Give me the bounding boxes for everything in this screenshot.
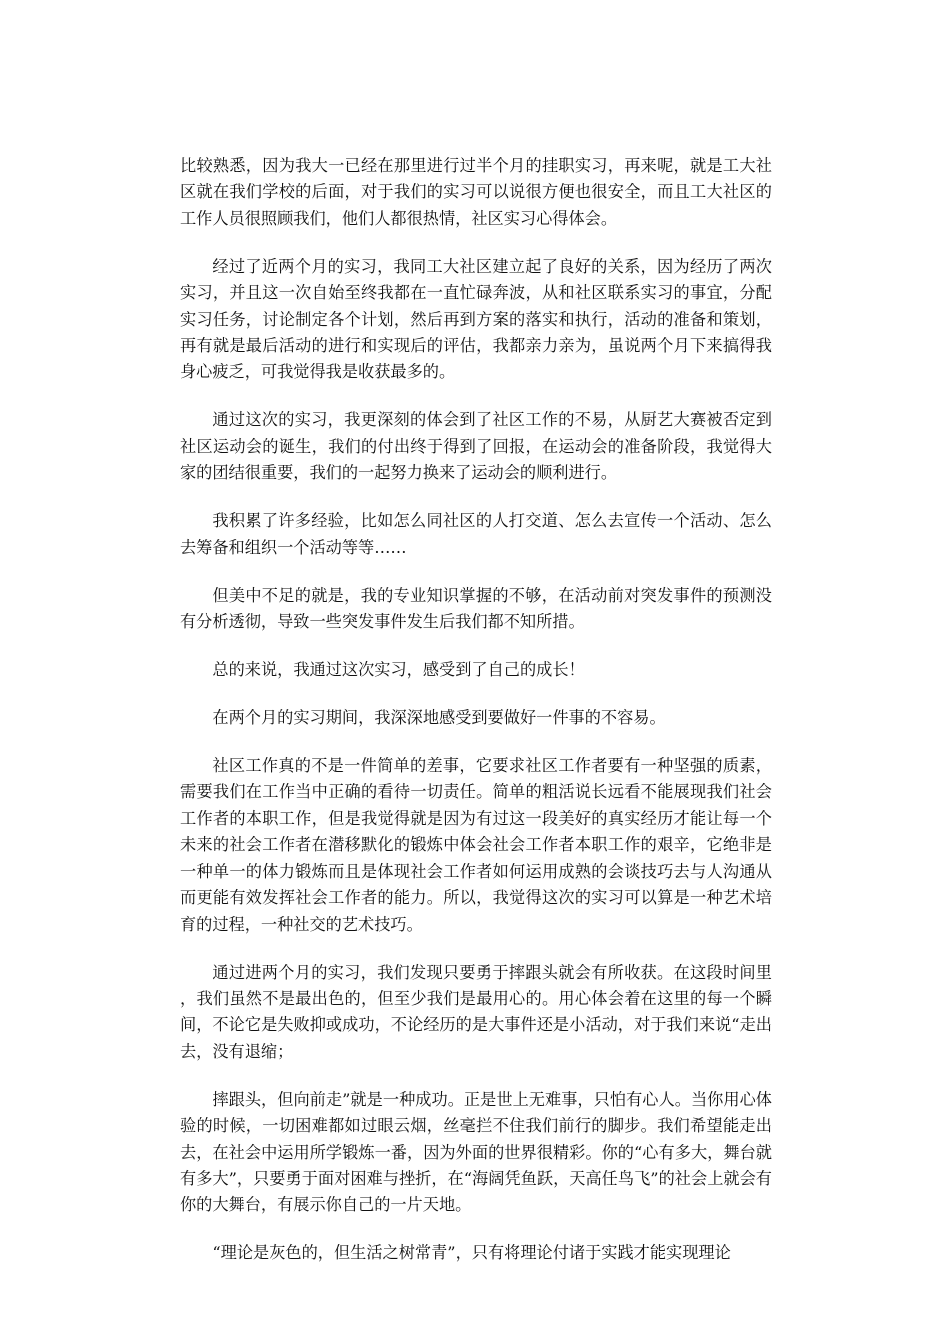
paragraph-8: 社区工作真的不是一件简单的差事，它要求社区工作者要有一种坚强的质素，需要我们在工作当中正确的看待一切责任。简单的粗活说长远看不能展现我们社会工作者的本职工作，但是我觉得就是因为有过这一段美好的真实经历才能让每一个未来的社会工作者在潜移默化的锻炼中体会社会工作者本职工作的艰辛，它绝非是一种单一的体力锻炼而且是体现社会工作者如何运用成熟的会谈技巧去与人沟通从而更能有效发挥社会工作者的能力。所以，我觉得这次的实习可以算是一种艺术培育的过程，一种社交的艺术技巧。 [180,756,772,934]
paragraph-3: 通过这次的实习，我更深刻的体会到了社区工作的不易，从厨艺大赛被否定到社区运动会的诞生，我们的付出终于得到了回报，在运动会的准备阶段，我觉得大家的团结很重要，我们的一起努力换来了运动会的顺利进行。 [180,410,772,483]
document-page [180,153,772,1288]
paragraph-4: 我积累了许多经验，比如怎么同社区的人打交道、怎么去宣传一个活动、怎么去筹备和组织一个活动等等…… [180,511,772,557]
paragraph-11: “理论是灰色的，但生活之树常青”，只有将理论付诸于实践才能实现理论 [212,1243,731,1263]
paragraph-7: 在两个月的实习期间，我深深地感受到要做好一件事的不容易。 [212,708,666,728]
paragraph-9: 通过进两个月的实习，我们发现只要勇于摔跟头就会有所收获。在这段时间里，我们虽然不是最出色的，但至少我们是最用心的。用心体会着在这里的每一个瞬间，不论它是失败抑或成功，不论经历的是大事件还是小活动，对于我们来说“走出去，没有退缩； [180,962,772,1061]
paragraph-6: 总的来说，我通过这次实习，感受到了自己的成长！ [212,660,585,680]
paragraph-10: 摔跟头，但向前走”就是一种成功。正是世上无难事，只怕有心人。当你用心体验的时候，一切困难都如过眼云烟，丝毫拦不住我们前行的脚步。我们希望能走出去，在社会中运用所学锻炼一番，因为外面的世界很精彩。你的“心有多大，舞台就有多大”，只要勇于面对困难与挫折，在“海阔凭鱼跃，天高任鸟飞”的社会上就会有你的大舞台，有展示你自己的一片天地。 [180,1089,772,1215]
paragraph-5: 但美中不足的就是，我的专业知识掌握的不够，在活动前对突发事件的预测没有分析透彻，导致一些突发事件发生后我们都不知所措。 [180,585,772,632]
paragraph-1: 比较熟悉，因为我大一已经在那里进行过半个月的挂职实习，再来呢，就是工大社区就在我们学校的后面，对于我们的实习可以说很方便也很安全，而且工大社区的工作人员很照顾我们，他们人都很热情，社区实习心得体会。 [180,156,772,228]
paragraph-2: 经过了近两个月的实习，我同工大社区建立起了良好的关系，因为经历了两次实习，并且这一次自始至终我都在一直忙碌奔波，从和社区联系实习的事宜，分配实习任务，讨论制定各个计划，然后再到方案的落实和执行，活动的准备和策划，再有就是最后活动的进行和实现后的评估，我都亲力亲为，虽说两个月下来搞得我身心疲乏，可我觉得我是收获最多的。 [180,256,772,382]
